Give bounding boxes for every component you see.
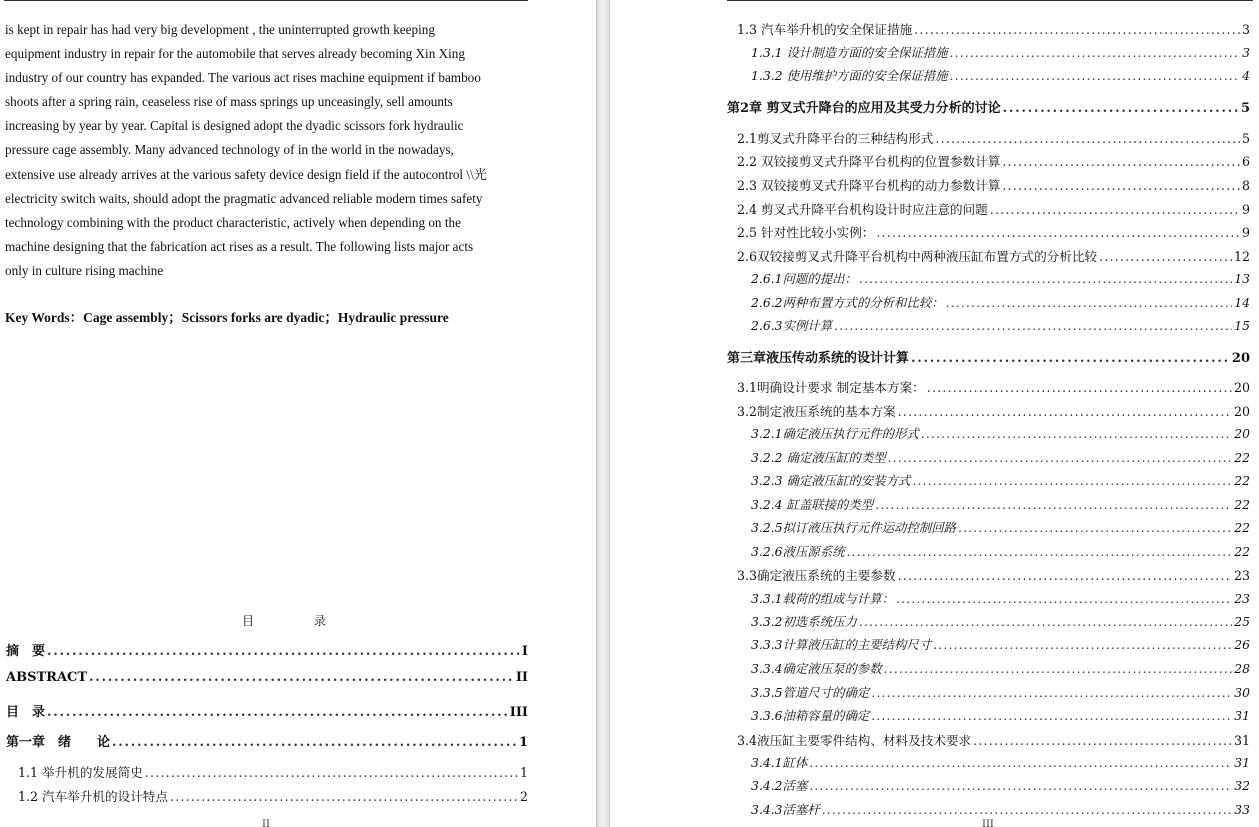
- toc-entry-title: 第一章 绪 论: [6, 735, 111, 750]
- toc-entry[interactable]: [18, 762, 528, 781]
- toc-dot-leader: [170, 789, 518, 804]
- toc-heading: 目 录: [242, 614, 354, 628]
- toc-entry-page: 12: [1233, 249, 1250, 264]
- toc-entry-title: 3.2.5拟订液压执行元件运动控制回路: [751, 520, 956, 535]
- abstract-line: machine designing that the fabrication act rises as a result. The following lists major acts: [5, 238, 474, 254]
- toc-entry-title: 3.2制定液压系统的基本方案: [737, 404, 896, 419]
- toc-dot-leader: [973, 733, 1232, 748]
- toc-entry[interactable]: [737, 377, 1250, 396]
- toc-entry-title: 3.2.1确定液压执行元件的形式: [751, 426, 919, 441]
- toc-dot-leader: [1002, 178, 1240, 193]
- toc-entry-title: 3.2.3 确定液压缸的安装方式: [751, 473, 911, 488]
- toc-entry[interactable]: [751, 471, 1250, 489]
- toc-entry-page: 6: [1241, 154, 1250, 169]
- toc-entry-title: 2.6.2两种布置方式的分析和比较：: [751, 295, 944, 310]
- toc-entry[interactable]: [6, 731, 528, 750]
- toc-entry-page: 28: [1234, 661, 1250, 676]
- toc-entry[interactable]: [751, 635, 1250, 653]
- toc-dot-leader: [921, 426, 1232, 441]
- toc-entry[interactable]: [751, 495, 1250, 513]
- abstract-line: extensive use already arrives at the various safety device design field if the autocontrol \\光: [5, 166, 487, 182]
- toc-entry[interactable]: [751, 800, 1250, 818]
- toc-dot-leader: [950, 45, 1241, 60]
- abstract-line: increasing by year by year. Capital is designed adopt the dyadic scissors fork hydraulic: [5, 118, 464, 134]
- toc-dot-leader: [871, 685, 1232, 700]
- toc-entry-title: 1.1 举升机的发展简史: [18, 765, 143, 780]
- toc-dot-leader: [1003, 101, 1239, 116]
- document-page-right: [610, 0, 1259, 827]
- toc-entry[interactable]: [727, 347, 1250, 366]
- toc-entry-title: 第三章液压传动系统的设计计算: [727, 351, 910, 366]
- toc-entry-page: 14: [1234, 295, 1250, 310]
- toc-entry-title: 3.3.3计算液压缸的主要结构尺寸: [751, 637, 932, 652]
- toc-dot-leader: [1002, 154, 1240, 169]
- toc-entry-title: 2.5 针对性比较小实例：: [737, 225, 875, 240]
- toc-entry[interactable]: [751, 776, 1250, 794]
- toc-entry-title: 2.3 双铰接剪叉式升降平台机构的动力参数计算: [737, 178, 1001, 193]
- toc-entry-title: ABSTRACT: [6, 670, 88, 685]
- toc-entry-page: 5: [1240, 101, 1250, 116]
- toc-dot-leader: [145, 765, 518, 780]
- toc-entry-title: 3.3确定液压系统的主要参数: [737, 568, 896, 583]
- toc-entry-page: 9: [1241, 225, 1250, 240]
- toc-dot-leader: [927, 380, 1232, 395]
- toc-dot-leader: [47, 705, 508, 720]
- abstract-line: electricity switch waits, should adopt the pragmatic advanced reliable modern times safety: [5, 190, 483, 206]
- toc-dot-leader: [950, 68, 1241, 83]
- toc-entry-page: 22: [1234, 544, 1250, 559]
- toc-entry-page: 23: [1234, 591, 1250, 606]
- abstract-body: [5, 18, 529, 283]
- toc-entry-title: 1.2 汽车举升机的设计特点: [18, 789, 168, 804]
- toc-entry-title: 3.1明确设计要求 制定基本方案：: [737, 380, 925, 395]
- toc-dot-leader: [911, 351, 1230, 366]
- header-rule: [4, 0, 528, 1]
- toc-entry-title: 第2章 剪叉式升降台的应用及其受力分析的讨论: [727, 101, 1001, 116]
- toc-entry-page: II: [515, 670, 528, 685]
- toc-entry-page: 23: [1233, 568, 1250, 583]
- toc-entry-page: 22: [1234, 520, 1250, 535]
- toc-dot-leader: [990, 202, 1240, 217]
- toc-entry-page: 20: [1233, 404, 1250, 419]
- toc-entry-title: 2.6双铰接剪叉式升降平台机构中两种液压缸布置方式的分析比较: [737, 249, 1098, 264]
- toc-entry[interactable]: [6, 701, 528, 720]
- toc-entry-page: 31: [1233, 733, 1250, 748]
- toc-entry-page: 1: [519, 765, 528, 780]
- toc-entry[interactable]: [737, 19, 1250, 38]
- abstract-line: pressure cage assembly. Many advanced technology of in the world in the nowadays,: [5, 142, 454, 158]
- toc-entry-page: 26: [1234, 637, 1250, 652]
- toc-entry[interactable]: [6, 640, 528, 659]
- toc-entry[interactable]: [737, 199, 1250, 218]
- toc-entry[interactable]: [18, 786, 528, 805]
- toc-dot-leader: [888, 450, 1233, 465]
- toc-entry-page: 1: [518, 735, 528, 750]
- toc-entry[interactable]: [751, 589, 1250, 607]
- toc-entry-title: 3.3.6油箱容量的确定: [751, 708, 870, 723]
- toc-entry[interactable]: [751, 448, 1250, 466]
- keywords-line: Key Words：Cage assembly；Scissors forks are dyadic；Hydraulic pressure: [5, 310, 449, 325]
- toc-entry-page: I: [521, 644, 528, 659]
- toc-dot-leader: [933, 637, 1232, 652]
- toc-dot-leader: [1099, 249, 1232, 264]
- toc-entry-title: 3.4液压缸主要零件结构、材料及技术要求: [737, 733, 972, 748]
- toc-entry[interactable]: [751, 293, 1250, 311]
- document-page-left: [0, 0, 596, 827]
- toc-entry[interactable]: [751, 66, 1250, 84]
- abstract-line: only in culture rising machine: [5, 262, 164, 278]
- toc-dot-leader: [884, 661, 1233, 676]
- toc-dot-leader: [859, 614, 1232, 629]
- toc-dot-leader: [896, 591, 1232, 606]
- toc-dot-leader: [935, 131, 1240, 146]
- toc-dot-leader: [47, 644, 520, 659]
- toc-entry-page: 4: [1242, 68, 1250, 83]
- toc-entry-page: 25: [1234, 614, 1250, 629]
- toc-dot-leader: [898, 404, 1232, 419]
- toc-entry-page: 13: [1234, 271, 1250, 286]
- toc-entry[interactable]: [737, 128, 1250, 147]
- toc-dot-leader: [809, 755, 1232, 770]
- toc-entry[interactable]: [751, 424, 1250, 442]
- toc-dot-leader: [846, 544, 1232, 559]
- toc-dot-leader: [875, 497, 1232, 512]
- toc-dot-leader: [898, 568, 1232, 583]
- toc-dot-leader: [822, 802, 1233, 817]
- toc-entry-page: 31: [1234, 755, 1250, 770]
- toc-entry-title: 2.2 双铰接剪叉式升降平台机构的位置参数计算: [737, 154, 1001, 169]
- abstract-line: equipment industry in repair for the automobile that serves already becoming Xin Xing: [5, 46, 465, 62]
- toc-dot-leader: [914, 22, 1240, 37]
- toc-dot-leader: [876, 225, 1240, 240]
- toc-dot-leader: [809, 778, 1232, 793]
- toc-entry-title: 3.3.2初选系统压力: [751, 614, 857, 629]
- abstract-line: technology combining with the product characteristic, actively when depending on the: [5, 214, 461, 230]
- toc-entry-page: 3: [1242, 45, 1250, 60]
- toc-entry-page: 22: [1234, 473, 1250, 488]
- toc-entry[interactable]: [751, 659, 1250, 677]
- toc-entry[interactable]: [751, 269, 1250, 287]
- toc-entry-title: 3.4.3活塞杆: [751, 802, 820, 817]
- page-number-footer: II: [262, 819, 270, 827]
- toc-entry[interactable]: [737, 246, 1250, 265]
- toc-entry-page: III: [509, 705, 528, 720]
- toc-entry-title: 1.3.2 使用维护方面的安全保证措施: [751, 68, 948, 83]
- toc-entry-page: 33: [1234, 802, 1250, 817]
- toc-entry-title: 2.6.3实例计算: [751, 318, 833, 333]
- toc-entry-page: 3: [1241, 22, 1250, 37]
- toc-entry-page: 2: [519, 789, 528, 804]
- toc-entry-page: 9: [1241, 202, 1250, 217]
- page-gutter: [596, 0, 610, 827]
- toc-entry-page: 20: [1231, 351, 1250, 366]
- page-number-footer: III: [982, 819, 994, 827]
- toc-entry[interactable]: [751, 316, 1250, 334]
- header-rule: [727, 0, 1253, 1]
- toc-entry-title: 2.4 剪叉式升降平台机构设计时应注意的问题: [737, 202, 988, 217]
- toc-dot-leader: [859, 271, 1232, 286]
- toc-entry-page: 32: [1234, 778, 1250, 793]
- toc-entry-page: 8: [1241, 178, 1250, 193]
- abstract-line: shoots after a spring rain, ceaseless rise of mass springs up unceasingly, sell amounts: [5, 94, 453, 110]
- toc-entry-page: 20: [1234, 426, 1250, 441]
- toc-entry-page: 31: [1234, 708, 1250, 723]
- toc-entry[interactable]: [751, 683, 1250, 701]
- toc-entry-title: 3.2.4 缸盖联接的类型: [751, 497, 874, 512]
- toc-dot-leader: [946, 295, 1233, 310]
- toc-entry-title: 2.6.1问题的提出：: [751, 271, 857, 286]
- toc-entry-title: 3.3.4确定液压泵的参数: [751, 661, 882, 676]
- toc-entry[interactable]: [751, 43, 1250, 61]
- toc-entry[interactable]: [737, 175, 1250, 194]
- toc-dot-leader: [834, 318, 1232, 333]
- toc-entry[interactable]: [751, 706, 1250, 724]
- toc-entry[interactable]: [751, 542, 1250, 560]
- toc-entry-title: 1.3.1 设计制造方面的安全保证措施: [751, 45, 948, 60]
- toc-dot-leader: [112, 735, 517, 750]
- toc-entry[interactable]: [737, 730, 1250, 749]
- toc-dot-leader: [89, 670, 514, 685]
- toc-entry[interactable]: [727, 97, 1250, 116]
- toc-entry-title: 3.4.1缸体: [751, 755, 808, 770]
- toc-entry-title: 3.2.2 确定液压缸的类型: [751, 450, 886, 465]
- abstract-line: is kept in repair has had very big development , the uninterrupted growth keeping: [5, 22, 435, 37]
- abstract-line: industry of our country has expanded. The various act rises machine equipment if bamboo: [5, 70, 481, 86]
- toc-dot-leader: [958, 520, 1232, 535]
- toc-entry-title: 2.1剪叉式升降平台的三种结构形式: [737, 131, 934, 146]
- toc-entry[interactable]: [737, 565, 1250, 584]
- toc-entry-title: 1.3 汽车举升机的安全保证措施: [737, 22, 913, 37]
- toc-entry-page: 15: [1234, 318, 1250, 333]
- toc-entry-page: 30: [1234, 685, 1250, 700]
- toc-entry[interactable]: [737, 401, 1250, 420]
- toc-entry-page: 5: [1241, 131, 1250, 146]
- toc-entry[interactable]: [751, 612, 1250, 630]
- toc-entry-title: 3.3.5管道尺寸的确定: [751, 685, 870, 700]
- toc-entry[interactable]: [737, 151, 1250, 170]
- toc-entry[interactable]: [6, 670, 528, 685]
- toc-entry-page: 20: [1233, 380, 1250, 395]
- toc-entry-page: 22: [1234, 450, 1250, 465]
- toc-entry-page: 22: [1234, 497, 1250, 512]
- toc-entry[interactable]: [751, 753, 1250, 771]
- toc-entry[interactable]: [751, 518, 1250, 536]
- toc-entry-title: 3.3.1载荷的组成与计算：: [751, 591, 895, 606]
- toc-entry-title: 目 录: [6, 705, 46, 720]
- toc-dot-leader: [912, 473, 1232, 488]
- toc-entry[interactable]: [737, 222, 1250, 241]
- toc-entry-title: 3.2.6液压源系统: [751, 544, 845, 559]
- toc-entry-title: 3.4.2活塞: [751, 778, 808, 793]
- toc-dot-leader: [871, 708, 1232, 723]
- toc-entry-title: 摘 要: [6, 644, 46, 659]
